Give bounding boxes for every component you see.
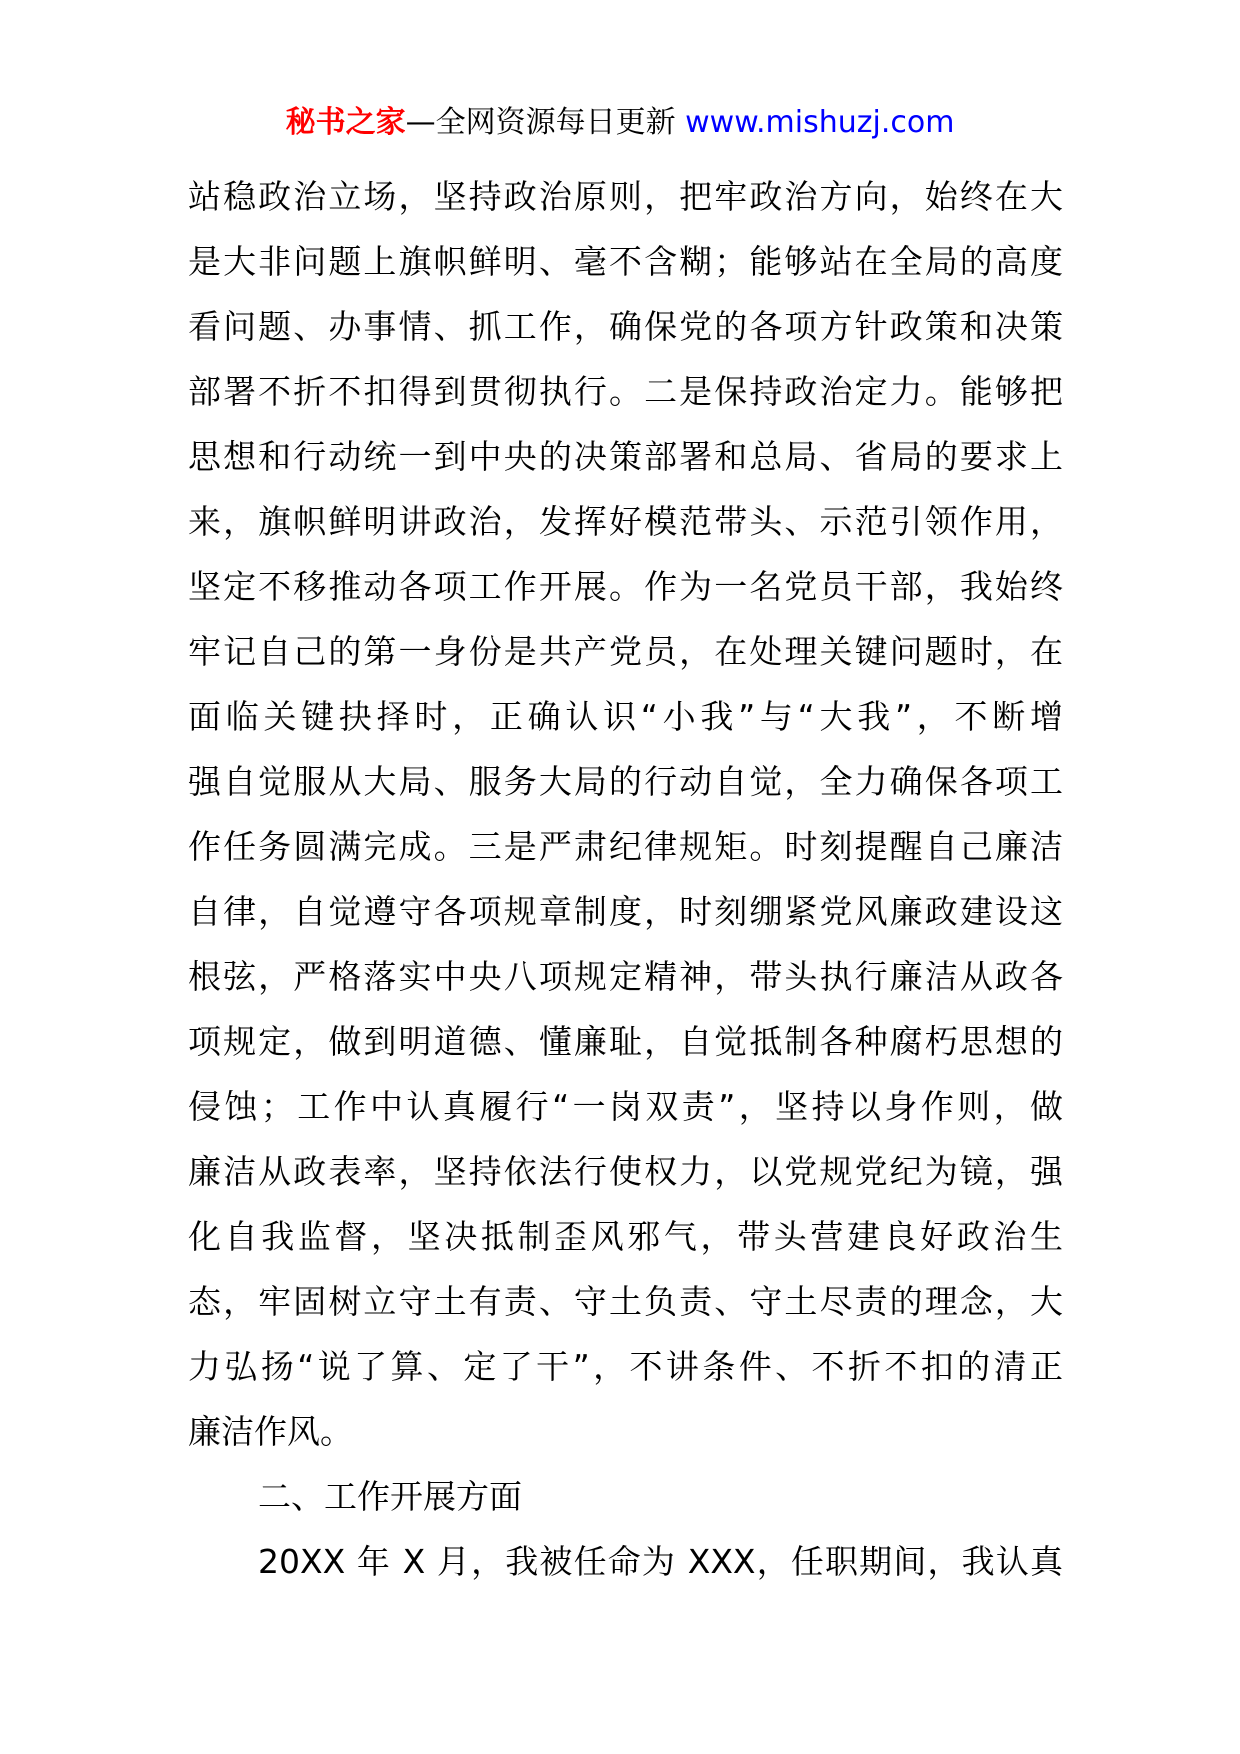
text-line-4: 部署不折不扣得到贯彻执行。二是保持政治定力。能够把 [188,372,1063,411]
section-heading: 二、工作开展方面 [258,1477,522,1516]
text-line-13: 根弦，严格落实中央八项规定精神，带头执行廉洁从政各 [188,957,1063,996]
text-line-1: 站稳政治立场，坚持政治原则，把牢政治方向，始终在大 [188,177,1063,216]
text-line-14: 项规定，做到明道德、懂廉耻，自觉抵制各种腐朽思想的 [188,1022,1063,1061]
text-line-11: 作任务圆满完成。三是严肃纪律规矩。时刻提醒自己廉洁 [188,827,1063,866]
text-line-20: 廉洁作风。 [188,1412,353,1451]
header-url-link[interactable]: www.mishuzj.com [685,105,955,140]
text-line-18: 态，牢固树立守土有责、守土负责、守土尽责的理念，大 [188,1282,1063,1321]
text-line-5: 思想和行动统一到中央的决策部署和总局、省局的要求上 [188,437,1063,476]
text-line-16: 廉洁从政表率，坚持依法行使权力，以党规党纪为镜，强 [188,1152,1063,1191]
page-header [0,103,1240,143]
text-line-3: 看问题、办事情、抓工作，确保党的各项方针政策和决策 [188,307,1063,346]
text-line-22: 20XX 年 X 月，我被任命为 XXX，任职期间，我认真 [258,1542,1063,1581]
text-line-19: 力弘扬“说了算、定了干”，不讲条件、不折不扣的清正 [188,1347,1063,1386]
text-line-17: 化自我监督，坚决抵制歪风邪气，带头营建良好政治生 [188,1217,1063,1256]
text-line-15: 侵蚀；工作中认真履行“一岗双责”，坚持以身作则，做 [188,1087,1063,1126]
text-line-10: 强自觉服从大局、服务大局的行动自觉，全力确保各项工 [188,762,1063,801]
text-line-9: 面临关键抉择时，正确认识“小我”与“大我”，不断增 [188,697,1063,736]
text-line-2: 是大非问题上旗帜鲜明、毫不含糊；能够站在全局的高度 [188,242,1063,281]
text-line-7: 坚定不移推动各项工作开展。作为一名党员干部，我始终 [188,567,1063,606]
text-line-12: 自律，自觉遵守各项规章制度，时刻绷紧党风廉政建设这 [188,892,1063,931]
header-brand: 秘书之家 [285,105,406,140]
text-line-8: 牢记自己的第一身份是共产党员，在处理关键问题时，在 [188,632,1063,671]
body-text [188,164,1063,1594]
text-line-6: 来，旗帜鲜明讲政治，发挥好模范带头、示范引领作用， [188,502,1063,541]
header-slogan: —全网资源每日更新 [405,105,686,140]
